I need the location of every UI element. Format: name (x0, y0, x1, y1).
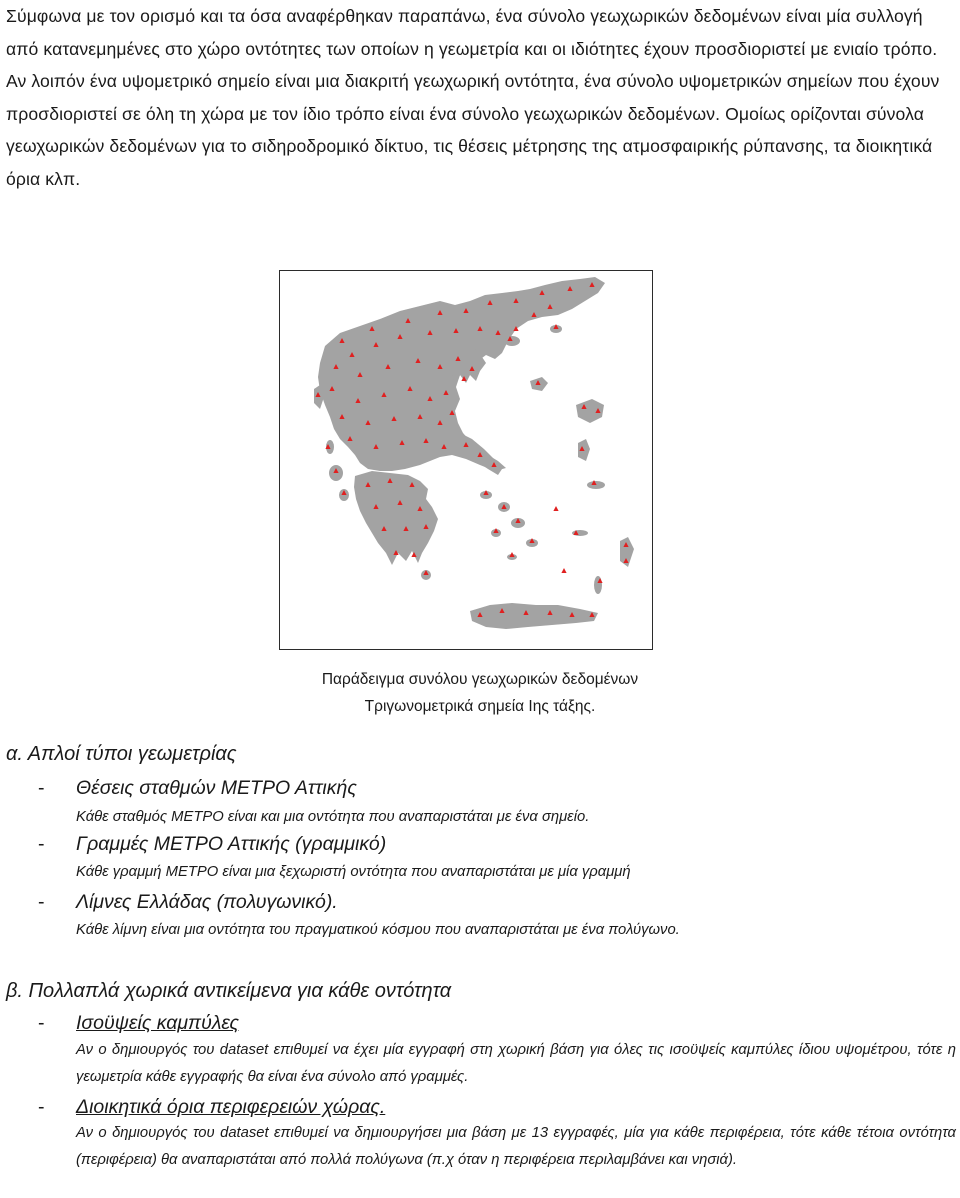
section-a-item-3 (38, 889, 338, 915)
section-a-item-3-desc: Κάθε λίμνη είναι μια οντότητα του πραγματικού κόσμου που αναπαριστάται με ένα πολύγωνο. (76, 922, 680, 938)
section-a-item-2-desc: Κάθε γραμμή ΜΕΤΡΟ είναι μια ξεχωριστή οντότητα που αναπαριστάται με μία γραμμή (76, 864, 631, 880)
section-a-heading: α. Απλοί τύποι γεωμετρίας (6, 743, 237, 765)
figure-caption-line-1: Παράδειγμα συνόλου γεωχωρικών δεδομένων (321, 671, 639, 688)
crete (470, 603, 598, 629)
intro-paragraph-block (6, 0, 956, 195)
item-dash: - (38, 1012, 45, 1034)
item-dash: - (38, 1096, 45, 1118)
trig-point-marker (553, 506, 558, 511)
section-a-item-1 (38, 775, 357, 801)
greece-map-figure (279, 270, 653, 650)
lesvos (576, 399, 604, 423)
item-title: Διοικητικά όρια περιφερειών χώρας. (76, 1096, 386, 1118)
section-a-item-2 (38, 831, 386, 857)
item-title: Γραμμές ΜΕΤΡΟ Αττικής (γραμμικό) (76, 833, 387, 855)
section-b-item-1-desc: Αν ο δημιουργός του dataset επιθυμεί να έχει μία εγγραφή στη χωρική βάση για όλες τις ισοϋψείς καμπύλες ίδιου υψομέτρου, τότε η γεωμετρία κάθε εγγραφής θα είναι ένα σύνολο από γραμμές. (76, 1042, 956, 1085)
section-b-heading: β. Πολλαπλά χωρικά αντικείμενα για κάθε οντότητα (6, 980, 452, 1002)
item-dash: - (38, 777, 45, 799)
greece-map (280, 271, 651, 648)
kos (572, 530, 588, 536)
intro-paragraph: Σύμφωνα με τον ορισμό και τα όσα αναφέρθηκαν παραπάνω, ένα σύνολο γεωχωρικών δεδομένων είναι μία συλλογή από κατανεμημένες στο χώρο οντότητες των οποίων η γεωμετρία και οι ιδιότητες έχουν προσδιοριστεί με ενιαίο τρόπο. Αν λοιπόν ένα υψομετρικό σημείο είναι μια διακριτή γεωχωρική οντότητα, ένα σύνολο υψομετρικών σημείων που έχουν προσδιοριστεί σε όλη τη χώρα με τον ίδιο τρόπο είναι ένα σύνολο γεωχωρικών δεδομένων. Ομοίως ορίζονται σύνολα γεωχωρικών δεδομένων για το σιδηροδρομικό δίκτυο, τις θέσεις μέτρησης της ατμοσφαιρικής ρύπανσης, τα διοικητικά όρια κλπ. (6, 6, 940, 189)
item-title: Λίμνες Ελλάδας (πολυγωνικό). (76, 891, 338, 913)
item-dash: - (38, 833, 45, 855)
item-title: Ισοϋψείς καμπύλες (76, 1012, 239, 1034)
section-a-item-1-desc: Κάθε σταθμός ΜΕΤΡΟ είναι και μια οντότητα που αναπαριστάται με ένα σημείο. (76, 809, 590, 825)
trig-point-marker (561, 568, 566, 573)
karpathos (594, 576, 602, 594)
land-mass (314, 277, 634, 629)
figure-caption-line-2: Τριγωνομετρικά σημεία Ιης τάξης. (364, 698, 596, 715)
section-b-item-1 (38, 1010, 239, 1036)
section-b-item-2 (38, 1094, 385, 1120)
item-title: Θέσεις σταθμών ΜΕΤΡΟ Αττικής (76, 777, 357, 799)
section-b-item-2-desc: Αν ο δημιουργός του dataset επιθυμεί να δημιουργήσει μια βάση με 13 εγγραφές, μία για κάθε περιφέρεια, τότε κάθε τέτοια οντότητα (περιφέρεια) θα αναπαριστάται από πολλά πολύγωνα (π.χ όταν η περιφέρεια περιλαμβάνει και νησιά). (76, 1125, 956, 1168)
item-dash: - (38, 891, 45, 913)
